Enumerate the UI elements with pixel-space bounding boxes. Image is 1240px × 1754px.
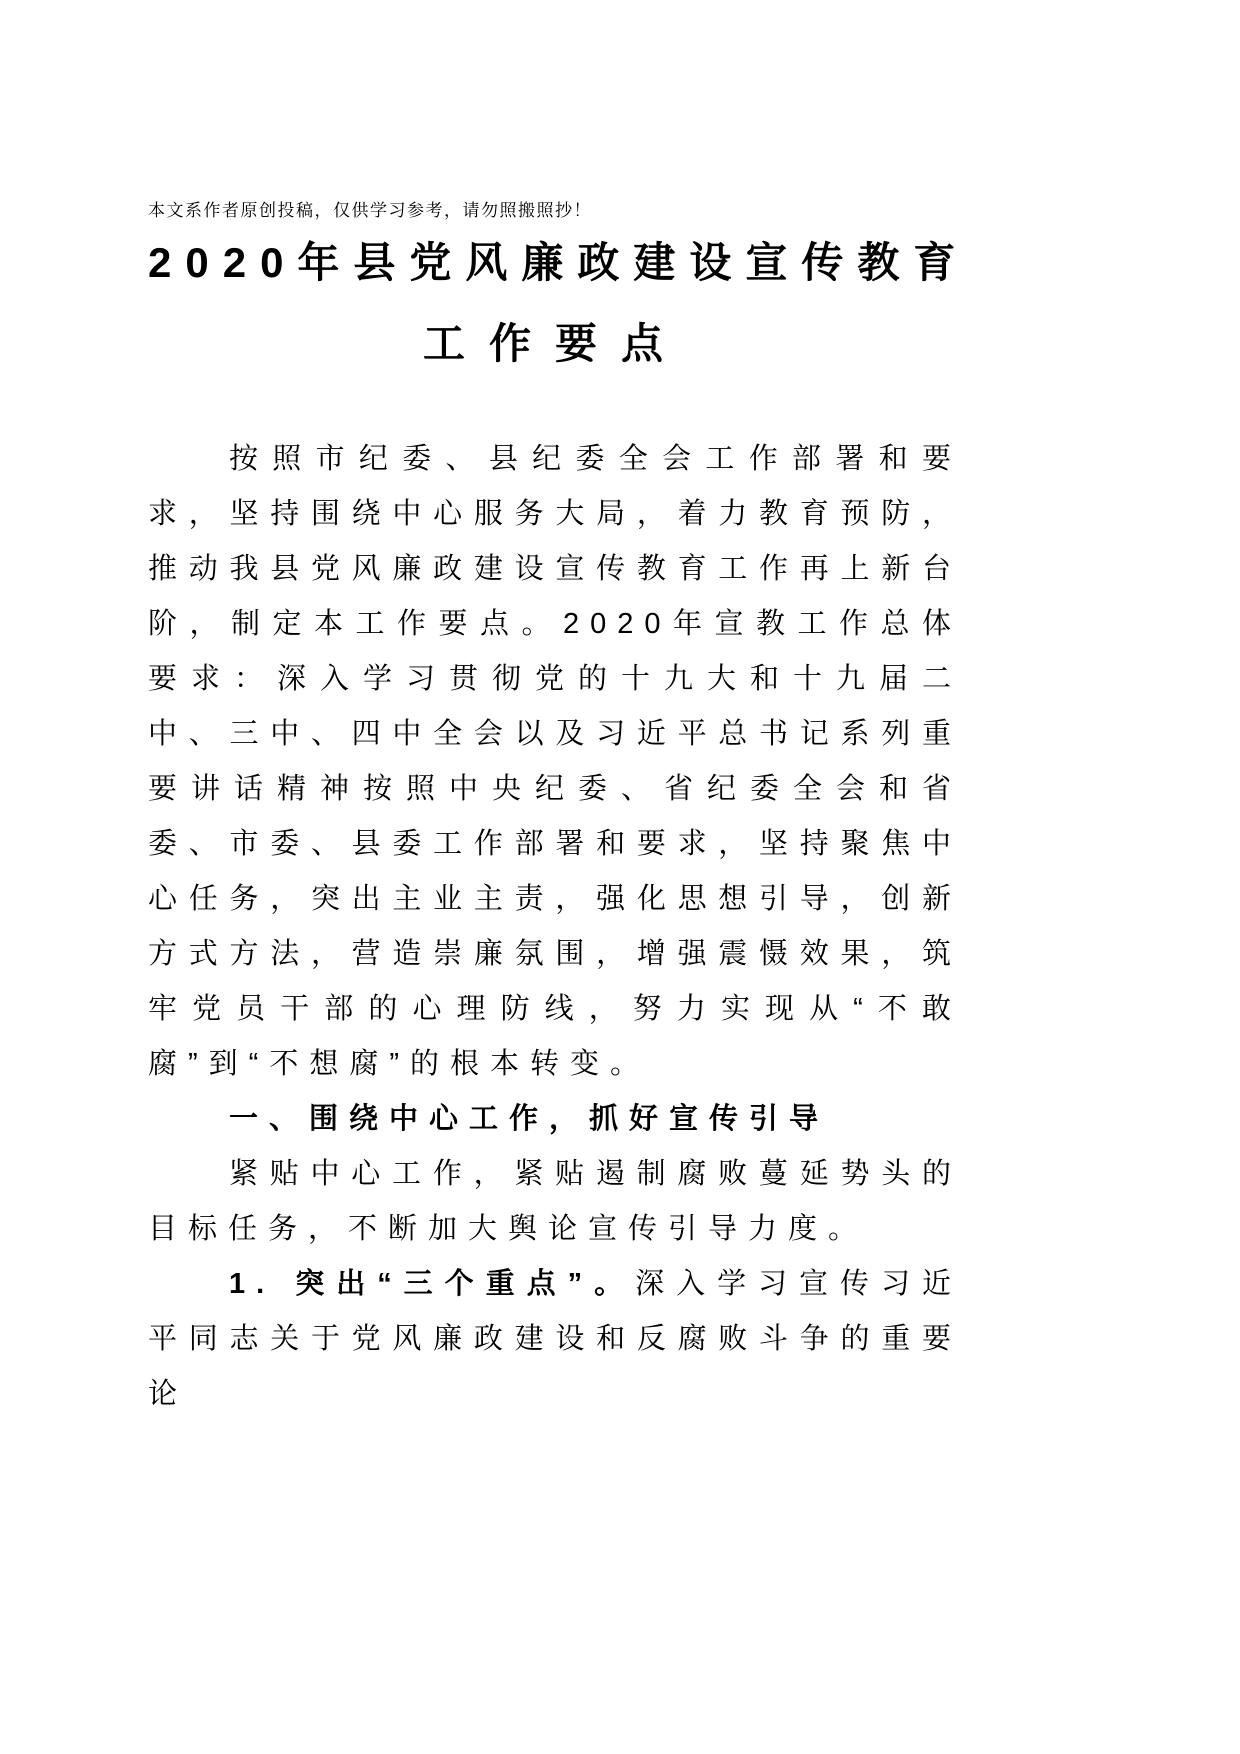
paragraph-point-1-text: 深入学习宣传习近平同志关于党风廉政建设和反腐败斗争的重要论	[148, 1268, 962, 1410]
document-body	[148, 432, 962, 1422]
paragraph-section1-intro: 紧贴中心工作，紧贴遏制腐败蔓延势头的目标任务，不断加大舆论宣传引导力度。	[148, 1158, 962, 1245]
paragraph-point-1	[148, 1257, 962, 1422]
section-heading-1: 一、围绕中心工作，抓好宣传引导	[229, 1103, 830, 1135]
document-title	[148, 237, 970, 370]
paragraph-intro: 按照市纪委、县纪委全会工作部署和要求，坚持围绕中心服务大局，着力教育预防，推动我县党风廉政建设宣传教育工作再上新台阶，制定本工作要点。2020年宣教工作总体要求：深入学习贯彻党的十九大和十九届二中、三中、四中全会以及习近平总书记系列重要讲话精神按照中央纪委、省纪委全会和省委、市委、县委工作部署和要求，坚持聚焦中心任务，突出主业主责，强化思想引导，创新方式方法，营造崇廉氛围，增强震慑效果，筑牢党员干部的心理防线，努力实现从“不敢腐”到“不想腐”的根本转变。	[148, 443, 962, 1080]
document-title-line2: 工作要点	[422, 319, 687, 367]
paragraph-point-1-lead: 1. 突出“三个重点”。	[229, 1268, 636, 1300]
author-note: 本文系作者原创投稿，仅供学习参考，请勿照搬照抄！	[148, 201, 592, 220]
document-title-line1: 2020年县党风廉政建设宣传教育	[148, 239, 970, 286]
